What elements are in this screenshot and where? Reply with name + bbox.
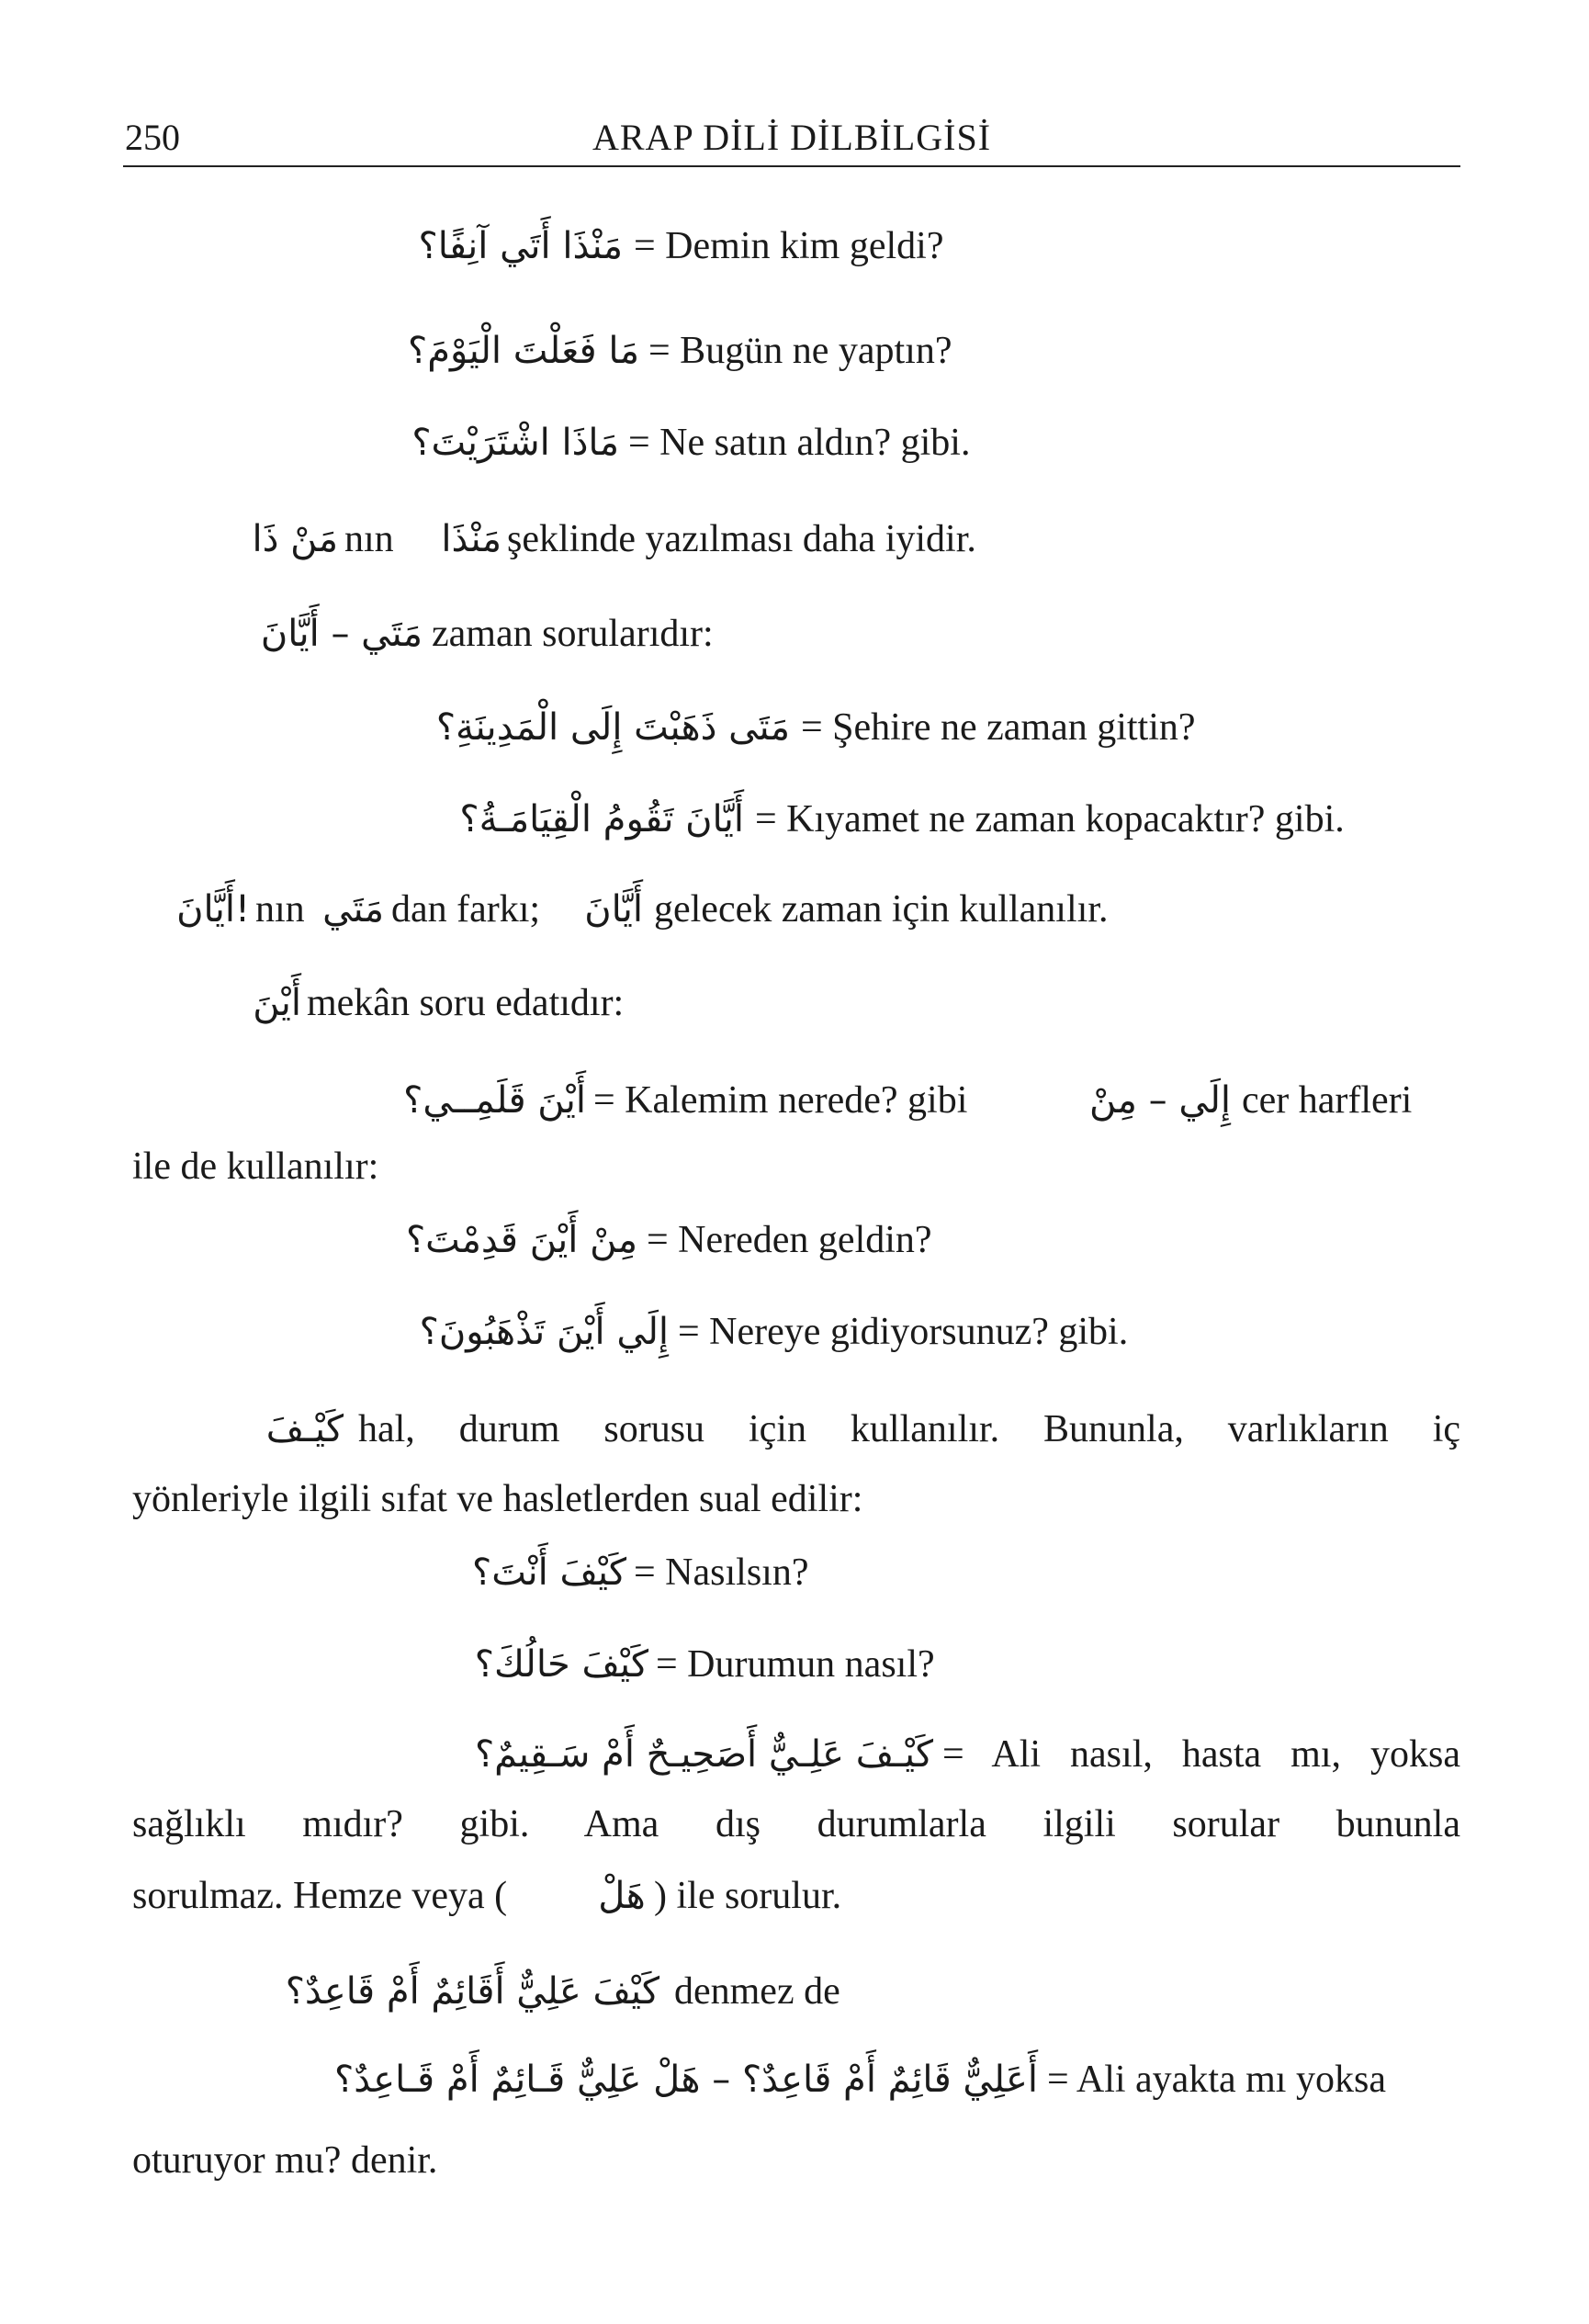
translation-text: = Kalemim nerede? gibi <box>593 1079 968 1122</box>
body-text: yönleriyle ilgili sıfat ve hasletlerden sual edilir: <box>132 1478 863 1520</box>
translation-text: = Bugün ne yaptın? <box>648 330 952 372</box>
arabic-text: إِلَي أَيْنَ تَذْهَبُونَ؟ <box>419 1311 669 1353</box>
translation-text: = Şehire ne zaman gittin? <box>801 706 1196 749</box>
arabic-text: مَتَى ذَهَبْتَ إِلَى الْمَدِينَةِ؟ <box>435 706 790 749</box>
body-text: nın <box>344 518 394 560</box>
arabic-text: كَيْفَ عَلِيٌّ أَقَائِمٌ أَمْ قَاعِدٌ؟ <box>285 1970 659 2013</box>
translation-text: = Ali nasıl, hasta mı, yoksa <box>942 1733 1460 1776</box>
arabic-text: أَعَلِيٌّ قَائِمٌ أَمْ قَاعِدٌ؟ – هَلْ عَلِيٌّ قَـائِمٌ أَمْ قَـاعِدٌ؟ <box>334 2059 1038 2101</box>
running-title: ARAP DİLİ DİLBİLGİSİ <box>592 117 992 158</box>
arabic-text: أَيْنَ قَلَمِــي؟ <box>403 1079 586 1122</box>
arabic-text: مَنْ ذَا <box>252 518 338 560</box>
page-number: 250 <box>125 117 180 158</box>
page-header <box>123 107 1460 167</box>
body-text: oturuyor mu? denir. <box>132 2139 438 2182</box>
body-text: sağlıklı mıdır? gibi. Ama dış durumlarla ilgili sorular bununla <box>132 1803 1460 1845</box>
translation-text: cer harfleri <box>1242 1079 1413 1122</box>
translation-text: = Ali ayakta mı yoksa <box>1047 2059 1386 2101</box>
arabic-text: هَلْ <box>598 1875 646 1917</box>
arabic-text: !أَيَّانَ <box>176 888 250 931</box>
translation-text: = Nereye gidiyorsunuz? gibi. <box>678 1311 1129 1353</box>
body-text: mekân soru edatıdır: <box>307 982 625 1024</box>
arabic-text: كَيْفَ أَنْتَ؟ <box>472 1551 626 1594</box>
arabic-text: أَيْنَ <box>253 982 301 1024</box>
translation-text: denmez de <box>674 1970 840 2013</box>
arabic-text: مَتَي – أَيَّانَ <box>260 613 423 655</box>
arabic-text: كَيْـفَ عَلِـيٌّ أَصَحِيـحٌ أَمْ سَـقِيمٌ؟ <box>474 1733 933 1776</box>
body-text: ) ile sorulur. <box>654 1875 842 1917</box>
arabic-text: كَيْـفَ <box>265 1408 344 1450</box>
body-text: hal, durum sorusu için kullanılır. Bununla, varlıkların iç <box>358 1408 1460 1450</box>
body-text: dan farkı; <box>391 888 541 931</box>
arabic-text: أَيَّانَ <box>584 888 643 931</box>
arabic-text: كَيْفَ حَالُكَ؟ <box>474 1643 648 1686</box>
body-text: sorulmaz. Hemze veya ( <box>132 1875 508 1917</box>
paragraph-line <box>237 1402 1460 1457</box>
arabic-text: أَيَّانَ تَقُومُ الْقِيَامَـةُ؟ <box>459 798 744 840</box>
translation-text: = Ne satın aldın? gibi. <box>628 422 971 464</box>
body-text: nın <box>255 888 305 931</box>
arabic-text: مَنْذَا أَتَي آنِفًا؟ <box>418 225 623 267</box>
translation-text: = Nereden geldin? <box>647 1219 932 1261</box>
translation-text: = Demin kim geldi? <box>634 225 944 267</box>
body-text: gelecek zaman için kullanılır. <box>654 888 1109 931</box>
body-text: şeklinde yazılması daha iyidir. <box>507 518 976 560</box>
arabic-text: مَاذَا اشْتَرَيْتَ؟ <box>411 422 619 464</box>
translation-text: = Durumun nasıl? <box>656 1643 935 1686</box>
arabic-text: مَتَي <box>322 888 384 931</box>
body-text: ile de kullanılır: <box>132 1145 379 1188</box>
translation-text: = Kıyamet ne zaman kopacaktır? gibi. <box>755 798 1345 840</box>
arabic-text: مَنْذَا <box>441 518 501 560</box>
arabic-text: مِنْ أَيْنَ قَدِمْتَ؟ <box>405 1219 637 1261</box>
arabic-text: إِلَي – مِنْ <box>1089 1079 1231 1122</box>
translation-text: = Nasılsın? <box>634 1551 809 1594</box>
arabic-text: مَا فَعَلْتَ الْيَوْمَ؟ <box>407 330 639 372</box>
body-text: zaman sorularıdır: <box>432 613 714 655</box>
